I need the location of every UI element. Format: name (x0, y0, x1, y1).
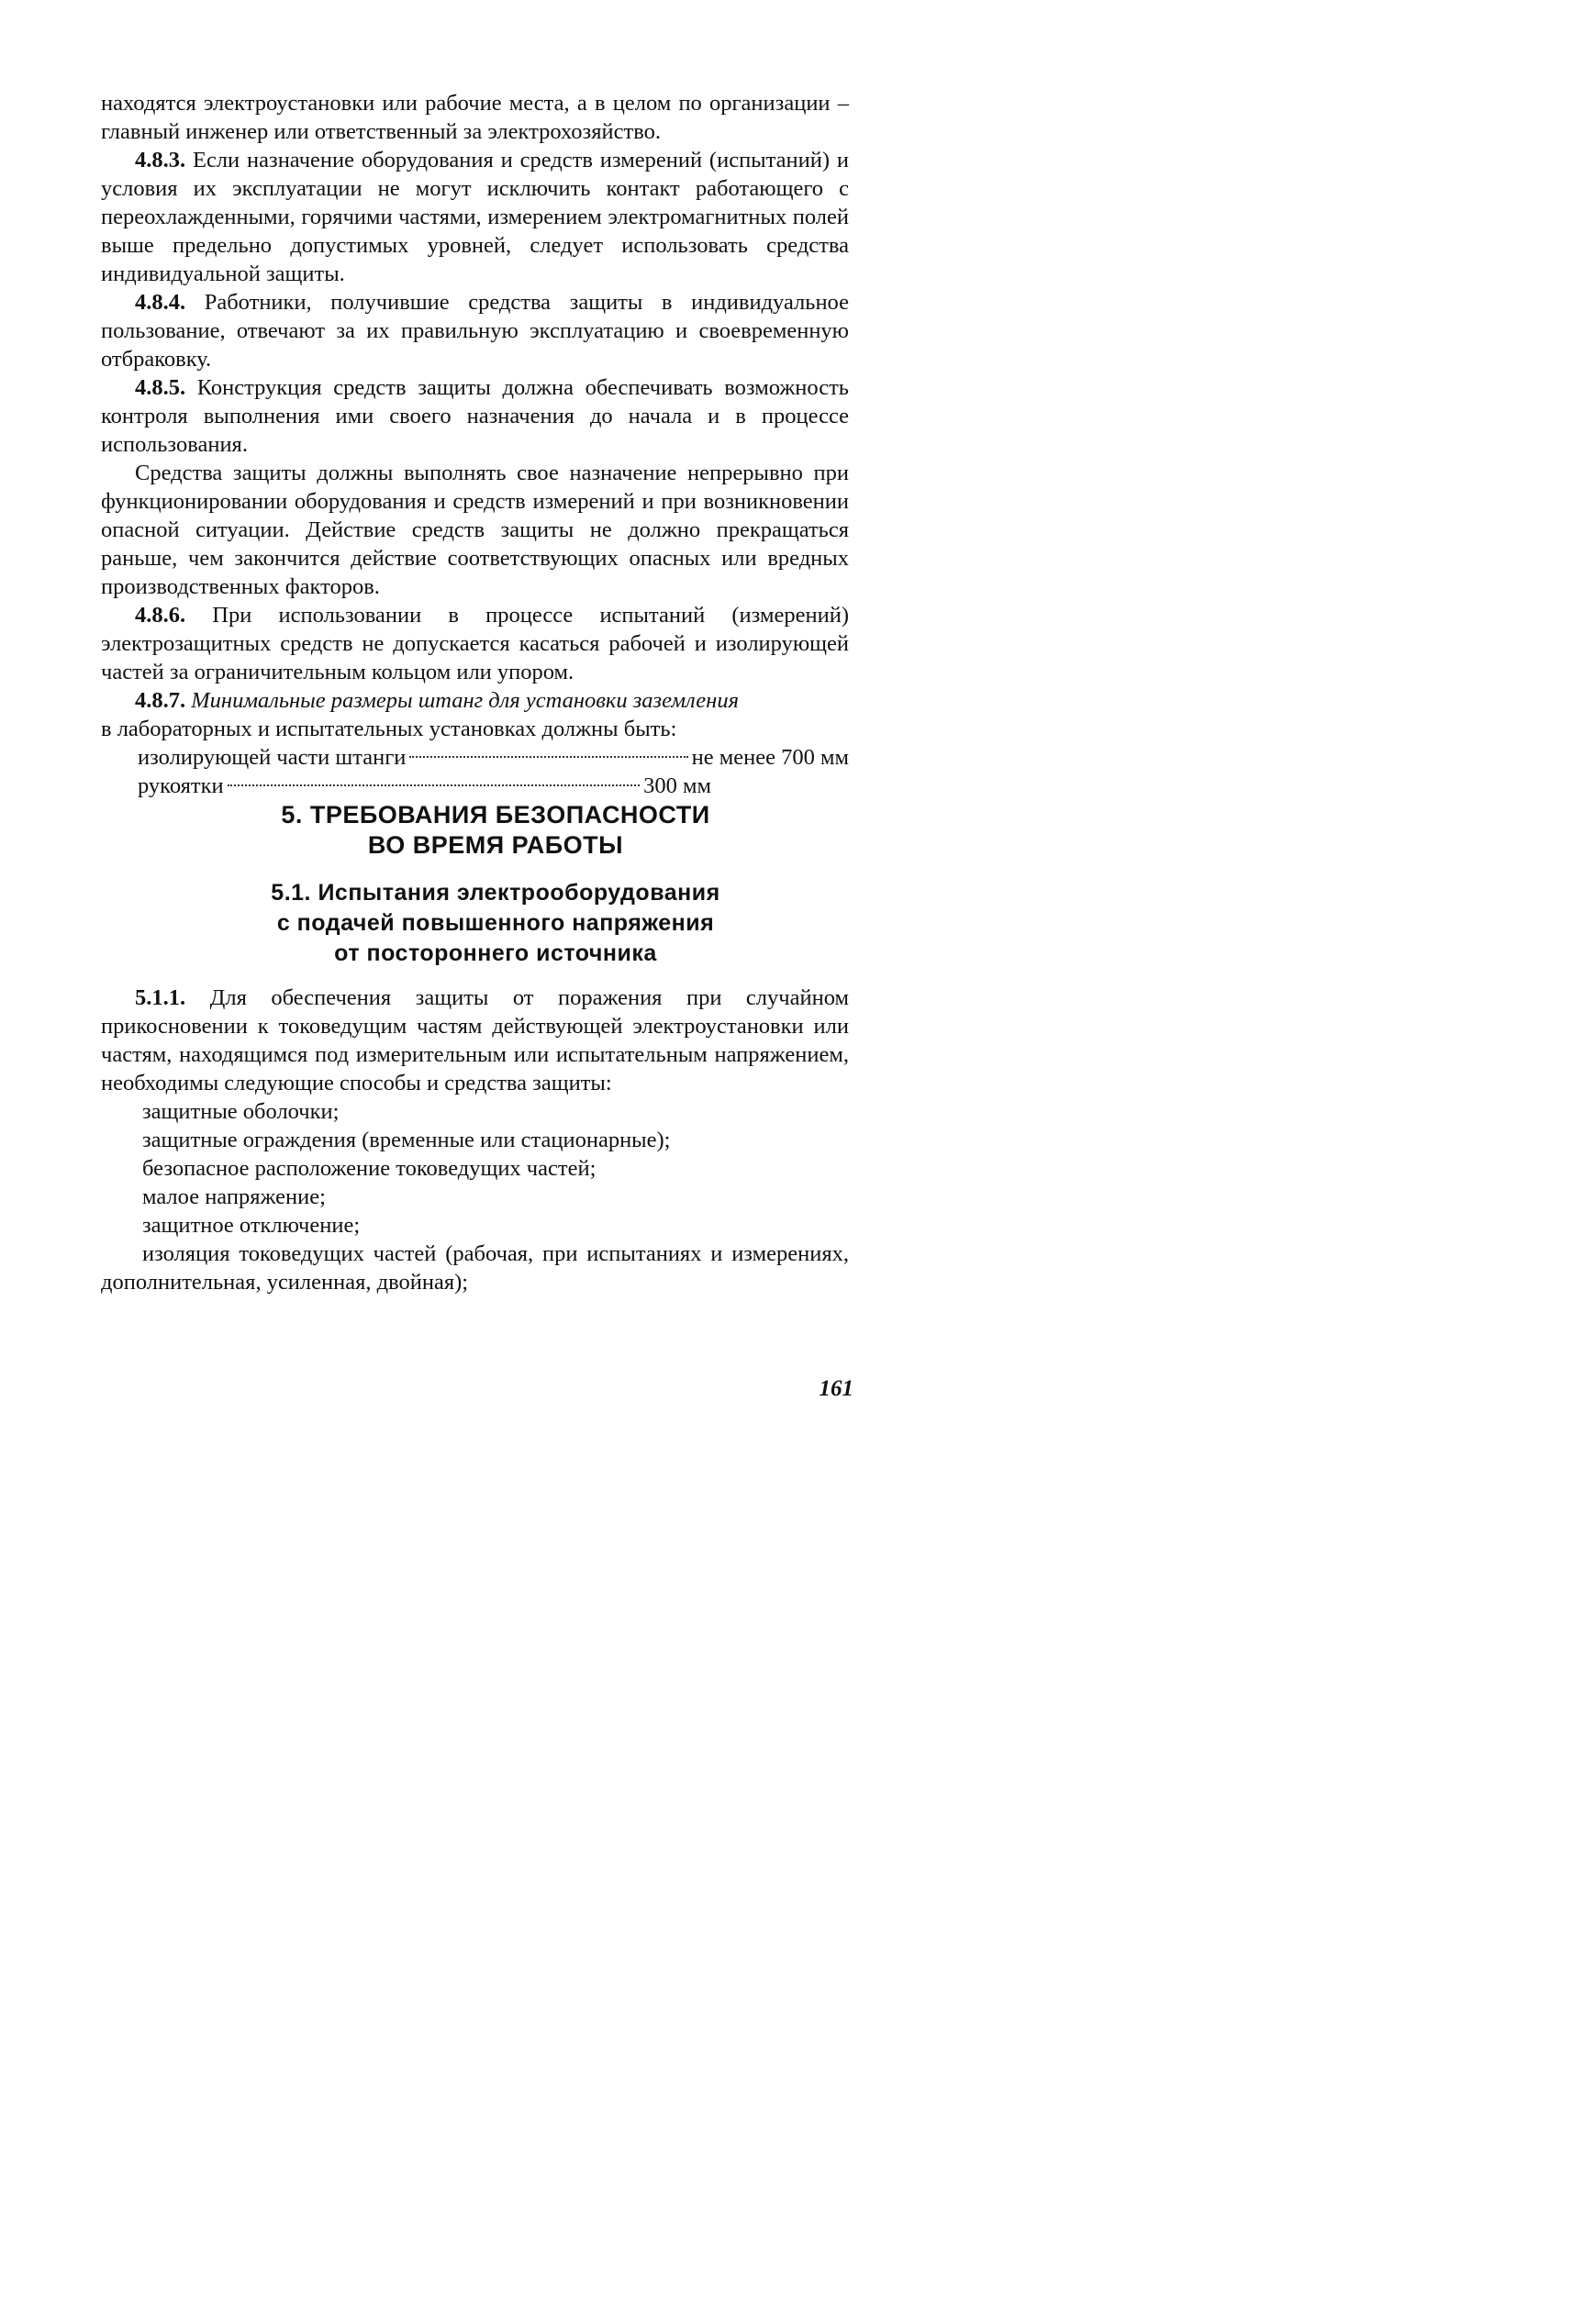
dimension-label: изолирующей части штанги (138, 745, 407, 770)
dimension-label: рукоятки (138, 773, 224, 798)
paragraph-5-1-1 (101, 984, 849, 1097)
dot-leader (409, 756, 687, 758)
dot-leader (228, 784, 640, 786)
subsection-5-1-heading (0, 878, 991, 969)
list-item-safe-placement: безопасное расположение токоведущих частей; (142, 1156, 597, 1181)
clause-text: Если назначение оборудования и средств измерений (испытаний) и условия их эксплуатации не могут исключить контакт работающего с переохлажденными, горячими частями, измерением электромагнитных полей выше предельно допустимых уровней, следует использовать средства индивидуальной защиты. (101, 148, 849, 286)
heading-line: 5.1. Испытания электрооборудования (271, 880, 720, 906)
clause-number: 5.1.1. (135, 985, 186, 1010)
clause-text: Для обеспечения защиты от поражения при случайном прикосновении к токоведущим частям действующей электроустановки или частям, находящимся под измерительным или испытательным напряжением, необходимы следующие способы и средства защиты: (101, 985, 849, 1095)
paragraph-4-8-6 (101, 601, 849, 686)
clause-number: 4.8.6. (135, 603, 186, 628)
clause-text: Работники, получившие средства защиты в индивидуальное пользование, отвечают за их правильную эксплуатацию и своевременную отбраковку. (101, 290, 849, 372)
clause-text: При использовании в процессе испытаний (измерений) электрозащитных средств не допускается касаться рабочей и изолирующей частей за ограничительным кольцом или упором. (101, 603, 849, 684)
dimension-value: 300 мм (643, 773, 711, 798)
clause-text: Конструкция средств защиты должна обеспечивать возможность контроля выполнения ими своего назначения до начала и в процессе использования. (101, 375, 849, 457)
section-5-1-text (101, 984, 849, 1296)
clause-number: 4.8.4. (135, 290, 186, 315)
list-item-insulation: изоляция токоведущих частей (рабочая, при испытаниях и измерениях, дополнительная, усиленная, двойная); (101, 1241, 849, 1295)
heading-line: 5. ТРЕБОВАНИЯ БЕЗОПАСНОСТИ (281, 801, 710, 828)
paragraph-4-8-7-continued: в лабораторных и испытательных установках должны быть: (101, 717, 677, 741)
clause-number: 4.8.5. (135, 375, 186, 400)
document-page (0, 0, 991, 1468)
list-item-low-voltage: малое напряжение; (142, 1184, 326, 1209)
clause-number: 4.8.3. (135, 148, 186, 172)
paragraph-intro: находятся электроустановки или рабочие места, а в целом по организации – главный инженер или ответственный за электрохозяйство. (101, 91, 849, 144)
paragraph-protection-means: Средства защиты должны выполнять свое назначение непрерывно при функционировании оборудования и средств измерений и при возникновении опасной ситуации. Действие средств защиты не должно прекращаться раньше, чем закончится действие соответствующих опасных или вредных производственных факторов. (101, 461, 849, 599)
paragraph-4-8-3 (101, 146, 849, 288)
heading-line: ВО ВРЕМЯ РАБОТЫ (367, 831, 624, 859)
dimension-value: не менее 700 мм (691, 745, 849, 770)
page-number: 161 (819, 1376, 853, 1401)
dimension-row-handle (138, 772, 849, 800)
paragraph-4-8-7 (101, 686, 849, 715)
paragraph-4-8-5 (101, 373, 849, 459)
list-item-protective-shells: защитные оболочки; (142, 1099, 340, 1124)
section-4-8-text (101, 89, 849, 800)
section-5-heading (0, 800, 991, 861)
clause-number: 4.8.7. (135, 688, 186, 713)
clause-text: Минимальные размеры штанг для установки заземления (185, 688, 739, 713)
list-item-protective-shutdown: защитное отключение; (142, 1213, 361, 1238)
dimension-row-insulating-part (138, 743, 849, 772)
paragraph-4-8-4 (101, 288, 849, 373)
list-item-protective-fences: защитные ограждения (временные или стационарные); (142, 1128, 671, 1152)
heading-line: от постороннего источника (334, 940, 657, 966)
heading-line: с подачей повышенного напряжения (276, 910, 715, 936)
